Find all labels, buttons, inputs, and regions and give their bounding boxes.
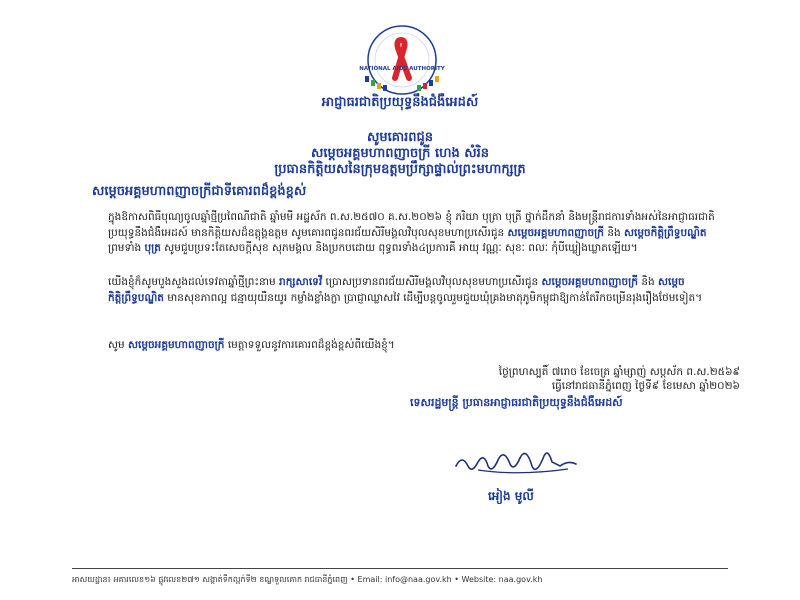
p2-bold-a: រាក្សសាទេវី	[279, 276, 323, 288]
p1-text-d: សូមជួបប្រទះតែសេចក្តីសុខ សុភមង្គល និងប្រកបដោយ ពុទ្ធពរទាំង៤ប្រការគឺ អាយុ វណ្ណៈ សុខៈ ពលៈ កុំបីឃ្លៀងឃ្លាតឡើយ។	[164, 242, 638, 254]
paragraph-blessing	[108, 275, 716, 306]
footer-website: • Website: naa.gov.kh	[454, 575, 543, 584]
p3-bold-a: សម្តេចអគ្គមហាពញាចក្រី	[128, 339, 225, 351]
p2-bold-c: សម្តេចកិត្តិព្រឹទ្ធបណ្ឌិត	[108, 276, 685, 304]
p2-bold-b: សម្តេចអគ្គមហាពញាចក្រី	[541, 276, 638, 288]
p1-bold-a: សម្តេចអគ្គមហាពញាចក្រី	[507, 226, 604, 239]
p1-text-b: និង	[607, 226, 621, 239]
date-lunar: ថ្ងៃព្រហស្បតិ៍ ៧រោច ខែចេត្រ ឆ្នាំម្សាញ់ សប្តស័ក ព.ស.២៥៦៩	[498, 366, 740, 378]
p1-text-c: ព្រមទាំង	[108, 242, 142, 254]
p3-text-a: សូម	[108, 339, 125, 351]
p2-text-c: និង	[641, 276, 655, 288]
heading-recipient-title: ប្រធានកិត្តិយសនៃក្រុមឧត្តមប្រឹក្សាផ្ទាល់ព្រះមហាក្សត្រ	[274, 162, 526, 177]
handwritten-signature	[448, 436, 588, 486]
signer-title: ទេសរដ្ឋមន្ត្រី ប្រធានអាជ្ញាធរជាតិប្រយុទ្ធនឹងជំងឺអេដស៍	[410, 396, 623, 409]
footer-divider	[72, 568, 728, 569]
footer	[72, 574, 728, 586]
salutation: សម្តេចអគ្គមហាពញាចក្រីជាទីគោរពដ៏ខ្ពង់ខ្ពស់	[92, 184, 307, 199]
heading-respect: សូមគោរពជូន	[366, 130, 433, 145]
signer-name: អៀង មូលី	[488, 489, 534, 503]
paragraph-greeting	[108, 210, 716, 257]
p1-bold-b: សម្តេចកិត្តិព្រឹទ្ធបណ្ឌិត	[624, 226, 707, 239]
heading-recipient-name: សម្តេចអគ្គមហាពញាចក្រី ហេង សំរិន	[311, 146, 489, 161]
p1-bold-c: បុត្រ	[144, 242, 161, 254]
footer-address: អាសយដ្ឋាន៖ អគារលេខ១៦ ផ្លូវលេខ២៧១ សង្កាត់ទឹកល្អក់ទី២ ខណ្ឌទួលគោក រាជធានីភ្នំពេញ	[72, 575, 348, 584]
national-aids-authority-logo	[343, 18, 461, 104]
organization-name: អាជ្ញាធរជាតិប្រយុទ្ធនឹងជំងឺអេដស៍	[321, 95, 479, 110]
footer-email: • Email: info@naa.gov.kh	[350, 575, 452, 584]
p2-text-d: មានសុខភាពល្អ ជន្មាយុយឺនយូរ កម្លាំងខ្លាំងក្លា ប្រាជ្ញាឈ្លាសវៃ ដើម្បីបន្តចូលរួមជួយឃុំគ្រងមាតុភូមិកម្ពុជាឱ្យកាន់តែរីកចម្រើនរុងរឿងថែមទៀត។	[167, 291, 703, 304]
p2-text-b: ប្រោសប្រទានពរជ័យសិរីមង្គលវិបុលសុខមហាប្រសើរជូន	[325, 276, 539, 288]
p1-text-a: ក្នុងឱកាសពិធីបុណ្យចូលឆ្នាំថ្មីប្រពៃណីជាតិ ឆ្នាំមមី អដ្ឋស័ក ព.ស.២៥៧០ គ.ស.២០២៦ ខ្ញុំ ភរិយា បុត្រា បុត្រី ថ្នាក់ដឹកនាំ និងមន្ត្រីរាជការទាំងអស់នៃអាជ្ញាធរជាតិប្រយុទ្ធនឹងជំងឺអេដស៍ មានកិត្តិយសដ៏ឧត្តុង្គឧត្តម សូមគោរពជូនពរជ័យសិរីមង្គលវិបុលសុខមហាប្រសើរជូន	[108, 211, 715, 239]
p3-text-b: មេត្តាទទួលនូវការគោរពដ៏ខ្ពង់ខ្ពស់ពីយើងខ្ញុំ។	[227, 339, 395, 351]
p2-text-a: យើងខ្ញុំក៏សូមបួងសួងដល់ទេវតាឆ្នាំថ្មីព្រះនាម	[108, 276, 276, 288]
logo-text: NATIONAL AIDS AUTHORITY	[359, 66, 445, 72]
date-solar: ធ្វើនៅរាជធានីភ្នំពេញ ថ្ងៃទី៩ ខែមេសា ឆ្នាំ២០២៦	[551, 380, 740, 392]
paragraph-closing	[108, 338, 716, 354]
